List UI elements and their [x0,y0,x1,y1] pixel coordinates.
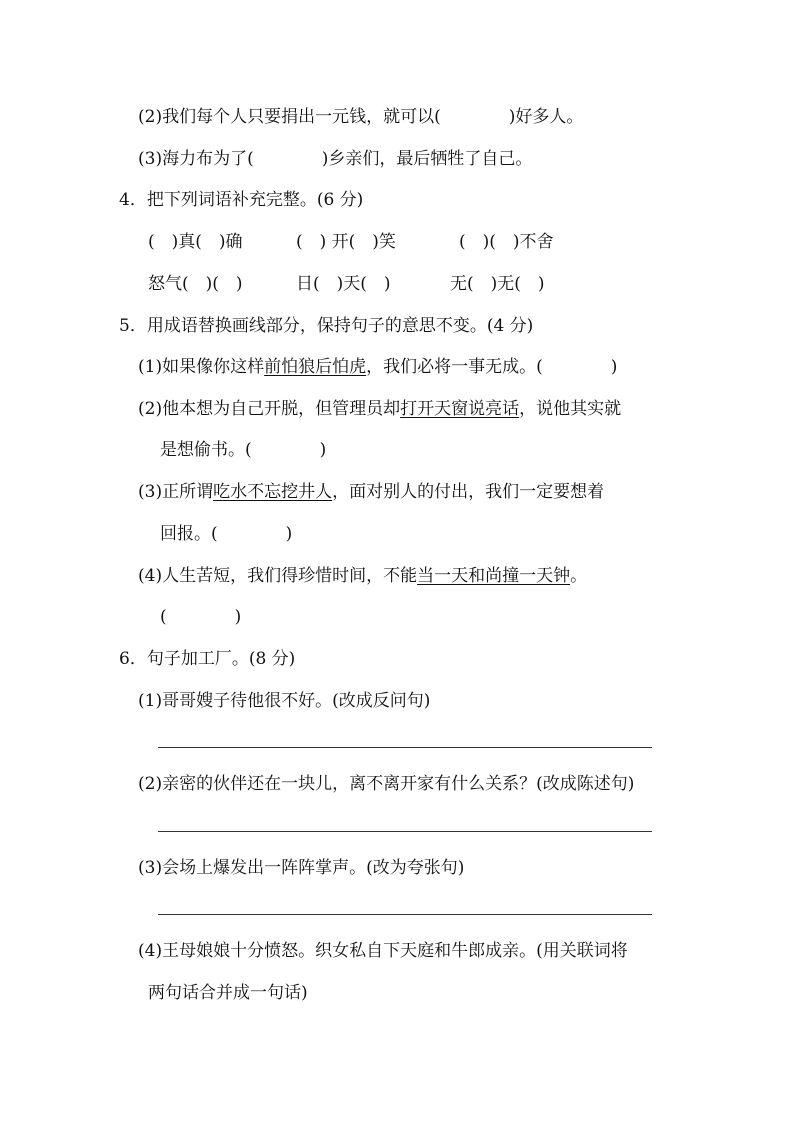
q6-item-4-continued: 两句话合并成一句话) [148,983,308,1003]
answer-line-3[interactable] [158,914,652,915]
q3-item-2: (2)我们每个人只要捐出一元钱，就可以( )好多人。 [138,107,584,127]
q6-item-3: (3)会场上爆发出一阵阵掌声。(改为夸张句) [138,858,465,878]
q4-heading: 4．把下列词语补充完整。(6 分) [119,190,364,210]
q5-item-2-continued: 是想偷书。( ) [160,440,327,460]
q5-item-3: (3)正所谓吃水不忘挖井人，面对别人的付出，我们一定要想着 [138,482,605,502]
q4-blank-5: 日( )天( ) [296,274,391,294]
q4-blank-3: ( )( )不舍 [459,232,554,252]
answer-line-1[interactable] [158,747,652,748]
q6-item-1: (1)哥哥嫂子待他很不好。(改成反问句) [138,691,431,711]
q5-item-4-continued: ( ) [160,607,242,627]
underlined-phrase: 当一天和尚撞一天钟 [417,566,571,586]
q6-item-2: (2)亲密的伙伴还在一块儿，离不离开家有什么关系？(改成陈述句) [138,774,635,794]
q6-item-4: (4)王母娘娘十分愤怒。织女私自下天庭和牛郎成亲。(用关联词将 [138,941,628,961]
q5-item-4: (4)人生苦短，我们得珍惜时间，不能当一天和尚撞一天钟。 [138,566,588,586]
q4-blank-1: ( )真( )确 [148,232,243,252]
q6-heading: 6．句子加工厂。(8 分) [119,649,296,669]
q4-blank-2: ( ) 开( )笑 [296,232,396,252]
underlined-phrase: 打开天窗说亮话 [400,399,520,419]
answer-line-2[interactable] [158,831,652,832]
q5-heading: 5．用成语替换画线部分，保持句子的意思不变。(4 分) [119,316,534,336]
underlined-phrase: 前怕狼后怕虎 [264,357,367,377]
q5-item-2: (2)他本想为自己开脱，但管理员却打开天窗说亮话，说他其实就 [138,399,622,419]
q4-blank-4: 怒气( )( ) [148,274,243,294]
q5-item-3-continued: 回报。( ) [160,524,293,544]
q3-item-3: (3)海力布为了( )乡亲们，最后牺牲了自己。 [138,149,533,169]
q5-item-1: (1)如果像你这样前怕狼后怕虎，我们必将一事无成。( ) [138,357,618,377]
q4-blank-6: 无( )无( ) [450,274,545,294]
underlined-phrase: 吃水不忘挖井人 [213,482,333,502]
